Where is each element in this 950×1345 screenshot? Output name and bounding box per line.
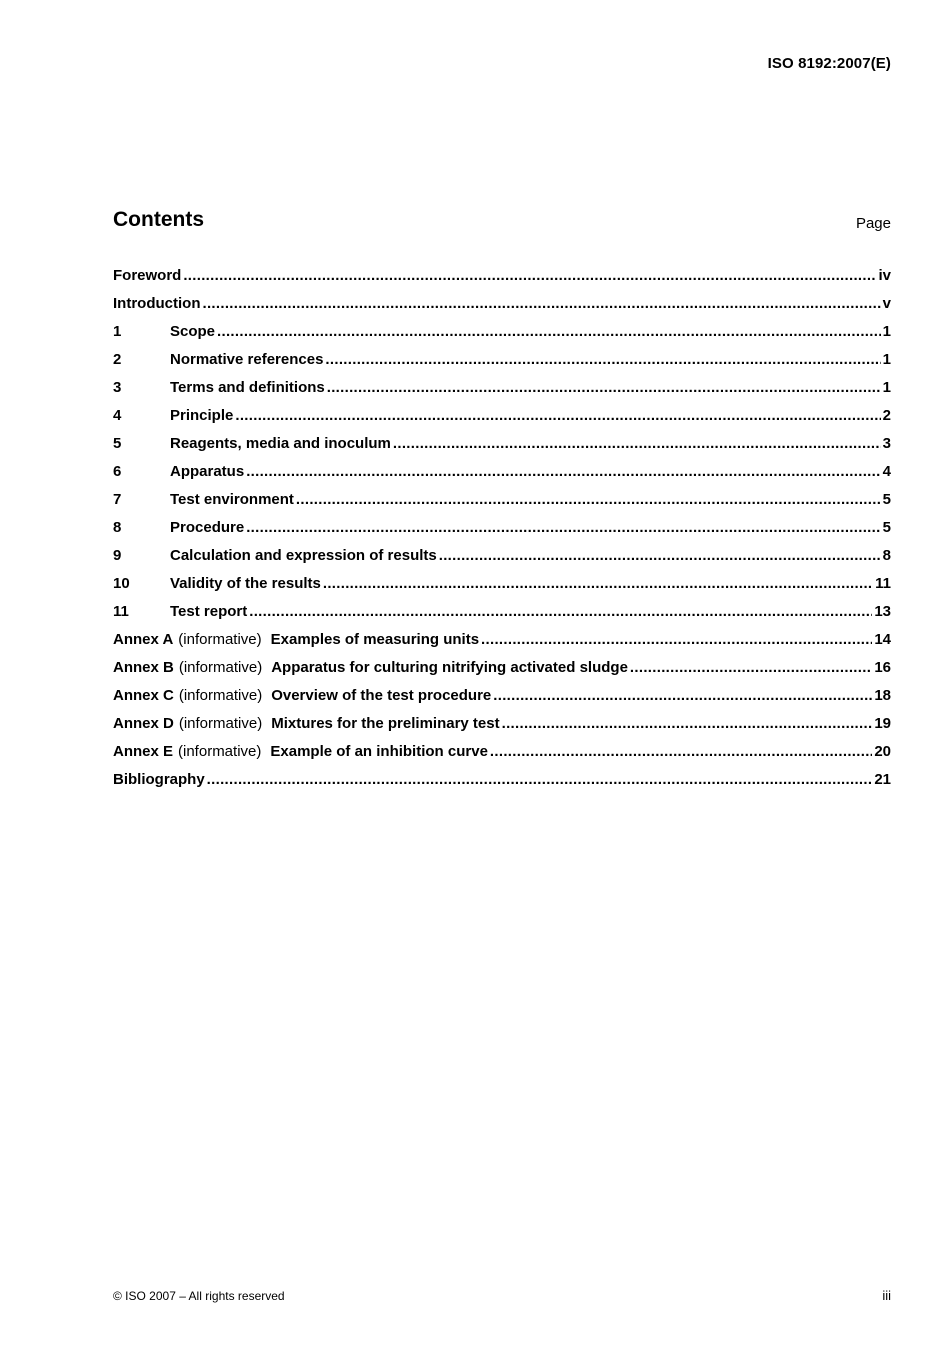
toc-annex-type: (informative) (178, 659, 263, 676)
toc-entry-number: 2 (113, 351, 122, 368)
toc-annex-type: (informative) (178, 715, 263, 732)
toc-dot-leader (481, 631, 872, 648)
toc-entry[interactable] (113, 267, 891, 295)
toc-entry[interactable] (113, 519, 891, 547)
toc-entry-title: Procedure (170, 519, 245, 536)
toc-annex-label: Annex C (113, 687, 174, 704)
toc-entry-page: 19 (874, 715, 891, 732)
toc-dot-leader (246, 463, 880, 480)
toc-dot-leader (323, 575, 873, 592)
toc-dot-leader (493, 687, 872, 704)
toc-entry-page: 18 (874, 687, 891, 704)
toc-entry-title: Apparatus (170, 463, 245, 480)
toc-entry[interactable] (113, 547, 891, 575)
toc-entry[interactable] (113, 715, 891, 743)
toc-entry-page: 2 (882, 407, 891, 424)
toc-entry-title: Bibliography (113, 771, 205, 788)
toc-entry-page: 3 (882, 435, 891, 452)
toc-entry-number: 11 (113, 603, 129, 620)
contents-title: Contents (113, 208, 204, 231)
toc-entry-page: 5 (882, 491, 891, 508)
toc-dot-leader (183, 267, 876, 284)
toc-annex-label: Annex A (113, 631, 174, 648)
toc-entry[interactable] (113, 631, 891, 659)
toc-dot-leader (630, 659, 872, 676)
toc-dot-leader (249, 603, 872, 620)
toc-entry-title: Apparatus for culturing nitrifying activated sludge (271, 659, 628, 676)
toc-entry-page: v (882, 295, 891, 312)
toc-entry-page: 1 (882, 379, 891, 396)
toc-entry-page: 14 (874, 631, 891, 648)
toc-dot-leader (246, 519, 880, 536)
toc-entry-page: 21 (874, 771, 891, 788)
toc-dot-leader (393, 435, 881, 452)
toc-dot-leader (296, 491, 881, 508)
toc-entry-number: 9 (113, 547, 122, 564)
toc-entry-title: Calculation and expression of results (170, 547, 437, 564)
toc-dot-leader (490, 743, 872, 760)
toc-entry[interactable] (113, 323, 891, 351)
toc-entry-page: 16 (874, 659, 891, 676)
toc-entry-title: Principle (170, 407, 234, 424)
footer-page-number: iii (882, 1288, 891, 1303)
toc-entry-title: Introduction (113, 295, 201, 312)
toc-entry-title: Examples of measuring units (270, 631, 480, 648)
toc-dot-leader (325, 351, 880, 368)
toc-entry[interactable] (113, 743, 891, 771)
footer-copyright: © ISO 2007 – All rights reserved (113, 1289, 285, 1303)
toc-dot-leader (207, 771, 873, 788)
toc-entry[interactable] (113, 379, 891, 407)
toc-annex-type: (informative) (178, 687, 263, 704)
toc-entry-page: 1 (882, 323, 891, 340)
toc-entry[interactable] (113, 687, 891, 715)
toc-entry-title: Foreword (113, 267, 182, 284)
toc-entry[interactable] (113, 407, 891, 435)
toc-dot-leader (235, 407, 880, 424)
toc-annex-type: (informative) (178, 743, 262, 760)
page-column-label: Page (855, 215, 891, 232)
toc-entry-title: Example of an inhibition curve (270, 743, 488, 760)
toc-annex-type: (informative) (178, 631, 262, 648)
toc-entry-page: 4 (882, 463, 891, 480)
toc-entry[interactable] (113, 491, 891, 519)
toc-entry-page: iv (878, 267, 891, 284)
toc-entry[interactable] (113, 463, 891, 491)
toc-entry-title: Test environment (170, 491, 294, 508)
toc-dot-leader (502, 715, 873, 732)
toc-entry[interactable] (113, 295, 891, 323)
toc-dot-leader (202, 295, 880, 312)
toc-dot-leader (217, 323, 881, 340)
toc-entry-number: 1 (113, 323, 122, 340)
toc-dot-leader (439, 547, 881, 564)
toc-entry-number: 7 (113, 491, 122, 508)
toc-entry-number: 6 (113, 463, 122, 480)
toc-entry-title: Terms and definitions (170, 379, 325, 396)
toc-entry-title: Reagents, media and inoculum (170, 435, 391, 452)
toc-entry-title: Scope (170, 323, 216, 340)
toc-entry-number: 8 (113, 519, 122, 536)
toc-annex-label: Annex D (113, 715, 174, 732)
toc-dot-leader (327, 379, 881, 396)
toc-entry-page: 20 (874, 743, 891, 760)
document-id: ISO 8192:2007(E) (767, 55, 891, 72)
toc-entry-page: 1 (882, 351, 891, 368)
toc-entry[interactable] (113, 575, 891, 603)
contents-heading (113, 208, 891, 238)
toc-entry-number: 3 (113, 379, 122, 396)
toc-entry-page: 13 (874, 603, 891, 620)
toc-entry-title: Normative references (170, 351, 324, 368)
toc-annex-label: Annex E (113, 743, 174, 760)
toc-entry-page: 5 (882, 519, 891, 536)
toc-entry-title: Test report (170, 603, 248, 620)
toc-entry-number: 4 (113, 407, 122, 424)
toc-entry[interactable] (113, 351, 891, 379)
toc-entry-number: 5 (113, 435, 122, 452)
toc-entry-title: Validity of the results (170, 575, 321, 592)
toc-entry-title: Overview of the test procedure (271, 687, 492, 704)
toc-entry[interactable] (113, 603, 891, 631)
toc-entry-title: Mixtures for the preliminary test (271, 715, 500, 732)
toc-entry[interactable] (113, 659, 891, 687)
toc-entry[interactable] (113, 435, 891, 463)
toc-entry-page: 11 (875, 575, 891, 592)
toc-annex-label: Annex B (113, 659, 174, 676)
table-of-contents (113, 267, 891, 799)
toc-entry-page: 8 (882, 547, 891, 564)
toc-entry[interactable] (113, 771, 891, 799)
toc-entry-number: 10 (113, 575, 130, 592)
